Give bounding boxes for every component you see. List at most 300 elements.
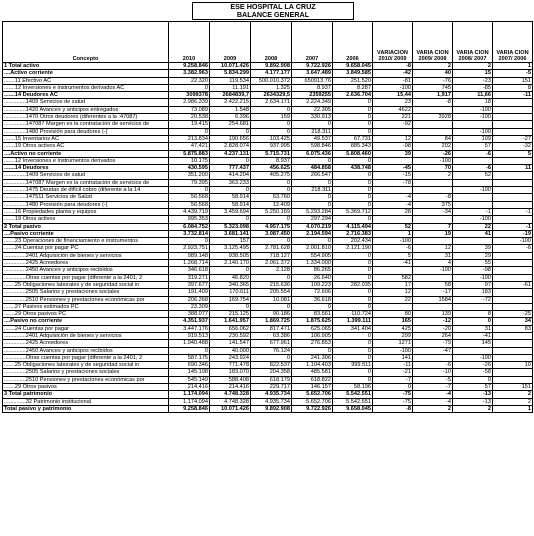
row-value: 22.320 <box>169 77 210 84</box>
row-value: 12.409 <box>251 201 292 208</box>
row-value: 151 <box>493 384 533 391</box>
row-value <box>453 179 493 186</box>
row-value: 885.343 <box>333 143 373 150</box>
row-value <box>493 332 533 339</box>
row-value: 22.305 <box>292 106 333 113</box>
row-label: ..............2510 Pensiones y prestaciones económicas por <box>3 376 169 383</box>
row-value: 49.537 <box>292 135 333 142</box>
row-value: -72 <box>453 296 493 303</box>
row-value: 1,917 <box>413 92 453 99</box>
row-value: 2.716.383 <box>333 230 373 237</box>
row-value: 72.606 <box>292 289 333 296</box>
row-value: 0 <box>333 157 373 164</box>
row-value: 229.717 <box>251 384 292 391</box>
row-value: 10 <box>493 362 533 369</box>
row-label: ..............2425 Acreedores <box>3 340 169 347</box>
row-value: 0 <box>210 157 251 164</box>
row-value: 677.961 <box>251 340 292 347</box>
row-value: 4.351.937 <box>169 318 210 325</box>
table-row <box>3 384 533 391</box>
table-row <box>3 260 533 267</box>
row-value: 23.309 <box>169 303 210 310</box>
table-row <box>3 289 533 296</box>
row-label: .......14 Deudores <box>3 165 169 172</box>
row-value: 46.820 <box>210 274 251 281</box>
row-value: 2359255 <box>292 92 333 99</box>
row-value: -78 <box>373 179 413 186</box>
row-label: ..............1480 Provisión para deudores (-) <box>3 201 169 208</box>
row-value: 141 <box>373 354 413 361</box>
row-value: 26.640 <box>292 274 333 281</box>
row-value: -19 <box>493 230 533 237</box>
row-value: 375 <box>413 201 453 208</box>
row-value: 0 <box>292 157 333 164</box>
row-value: 618.822 <box>292 376 333 383</box>
row-label: ..............1409 Servicios de salud <box>3 172 169 179</box>
row-value: 213.834 <box>169 135 210 142</box>
row-value: 214.416 <box>210 384 251 391</box>
row-value: -6 <box>413 362 453 369</box>
row-value <box>493 289 533 296</box>
row-value: 218.311 <box>292 187 333 194</box>
row-value: 0 <box>169 238 210 245</box>
row-value: 5.542.551 <box>333 391 373 398</box>
column-header-3: 2008 <box>251 22 292 63</box>
row-value: -1 <box>493 208 533 215</box>
row-value <box>453 194 493 201</box>
row-label: ..............147087 Margen es la contratación de servicios de <box>3 121 169 128</box>
row-value <box>493 376 533 383</box>
row-label: .......19 Otros activos <box>3 216 169 223</box>
row-value: 2.061.372 <box>251 260 292 267</box>
row-value: 2 <box>413 172 453 179</box>
row-value: 340.365 <box>210 281 251 288</box>
row-value: 2 <box>493 398 533 405</box>
row-value: 165 <box>373 318 413 325</box>
row-value: -98 <box>373 143 413 150</box>
table-row <box>3 143 533 150</box>
row-value: 221 <box>373 114 413 121</box>
column-header-5: 2006 <box>333 22 373 63</box>
table-row <box>3 311 533 318</box>
row-value: 11 <box>493 165 533 172</box>
row-value: 0 <box>333 201 373 208</box>
row-value: -100 <box>413 267 453 274</box>
row-label: ..............147087 Margen es la contratación de servicios de <box>3 179 169 186</box>
row-value: 588.408 <box>210 376 251 383</box>
row-value <box>453 121 493 128</box>
row-value: 5.875.883 <box>169 150 210 157</box>
row-value <box>493 99 533 106</box>
row-label: .......16 Propiedades planta y equipos <box>3 208 169 215</box>
row-value: -100 <box>453 187 493 194</box>
row-value: 2684839,7 <box>210 92 251 99</box>
row-value: 39 <box>453 245 493 252</box>
row-value: 0 <box>373 384 413 391</box>
row-label: ....Activo corriente <box>3 70 169 77</box>
row-value: -100 <box>453 128 493 135</box>
row-value: -7 <box>413 384 453 391</box>
row-value: -6 <box>493 245 533 252</box>
row-value: 6.075.436 <box>292 150 333 157</box>
row-label: .......29 Otros pasivos <box>3 384 169 391</box>
table-row <box>3 172 533 179</box>
row-value: 206.268 <box>169 296 210 303</box>
row-value <box>493 121 533 128</box>
table-row <box>3 296 533 303</box>
table-row <box>3 201 533 208</box>
row-value: 363.233 <box>210 179 251 186</box>
row-value: 2 <box>453 405 493 412</box>
row-value: 0 <box>333 187 373 194</box>
row-value: 0 <box>169 84 210 91</box>
row-value: 15 <box>453 70 493 77</box>
row-value: 937.995 <box>251 143 292 150</box>
row-value: 1.325 <box>251 84 292 91</box>
row-value: 57 <box>453 143 493 150</box>
row-value: 0 <box>169 347 210 354</box>
row-value: 86.265 <box>292 267 333 274</box>
row-value: -100 <box>453 216 493 223</box>
row-label: .......19 Otros activos AC <box>3 143 169 150</box>
row-value: 3.681.141 <box>210 230 251 237</box>
row-label: .......11 Efectivo AC <box>3 77 169 84</box>
row-value: 83 <box>493 325 533 332</box>
row-value: 214.416 <box>169 384 210 391</box>
row-value: 3.732.814 <box>169 230 210 237</box>
row-value: -100 <box>373 84 413 91</box>
row-value: 0 <box>292 194 333 201</box>
row-value: 79.395 <box>169 179 210 186</box>
row-label: ..............1420 Avances y anticipos entregados <box>3 106 169 113</box>
table-row <box>3 187 533 194</box>
row-value: 2.001.810 <box>292 245 333 252</box>
table-row <box>3 165 533 172</box>
row-value: 22 <box>373 296 413 303</box>
row-value: 2.634.171 <box>251 99 292 106</box>
row-value: 204.358 <box>251 369 292 376</box>
row-value: -4 <box>413 398 453 405</box>
table-row <box>3 405 533 412</box>
row-value: -17 <box>413 289 453 296</box>
row-value: 582 <box>373 274 413 281</box>
row-value: 0 <box>169 187 210 194</box>
row-value: 777.437 <box>210 165 251 172</box>
row-value: 2634329,5 <box>251 92 292 99</box>
row-value: 1.399.111 <box>333 318 373 325</box>
table-row <box>3 92 533 99</box>
row-value: 4.070.219 <box>292 223 333 230</box>
row-value: -1 <box>453 208 493 215</box>
column-header-6: VARIACION 2010/ 2009 <box>373 22 413 63</box>
row-value <box>493 194 533 201</box>
row-value: -6 <box>453 165 493 172</box>
row-value: 0 <box>333 99 373 106</box>
row-value: 484.858 <box>292 165 333 172</box>
row-value: 159 <box>251 114 292 121</box>
row-value: -85 <box>453 84 493 91</box>
row-value: 0 <box>453 318 493 325</box>
row-value: 425 <box>373 325 413 332</box>
row-value: 745 <box>413 84 453 91</box>
row-value: 7 <box>413 223 453 230</box>
row-value: 4.748.328 <box>210 391 251 398</box>
row-value: 0 <box>210 216 251 223</box>
row-value: 90.186 <box>251 311 292 318</box>
row-value <box>453 238 493 245</box>
row-value: -4 <box>413 391 453 398</box>
row-value: -15 <box>373 172 413 179</box>
row-value: 0 <box>169 128 210 135</box>
row-value: 63.760 <box>251 194 292 201</box>
table-row <box>3 70 533 77</box>
row-value: 40.000 <box>210 347 251 354</box>
row-value: -100 <box>493 238 533 245</box>
table-row <box>3 84 533 91</box>
row-value: 202.434 <box>333 238 373 245</box>
row-value: 690.346 <box>169 362 210 369</box>
row-value: 0 <box>333 303 373 310</box>
row-value: 0 <box>251 303 292 310</box>
row-value: 0 <box>210 267 251 274</box>
row-value: 119.534 <box>210 77 251 84</box>
row-value: 938.505 <box>210 252 251 259</box>
row-value: 0 <box>251 354 292 361</box>
row-value: 0 <box>333 376 373 383</box>
row-value: 151 <box>493 77 533 84</box>
row-value: 0 <box>292 201 333 208</box>
table-row <box>3 332 533 339</box>
row-value: 8 <box>453 311 493 318</box>
row-value <box>373 216 413 223</box>
row-value: 2.636.704 <box>333 92 373 99</box>
column-header-2: 2009 <box>210 22 251 63</box>
row-value: 9.722.926 <box>292 63 333 70</box>
row-value: -13 <box>453 391 493 398</box>
row-value: 1.104.403 <box>292 362 333 369</box>
row-value: 4.935.734 <box>251 398 292 405</box>
row-label: 3 Total patrimonio <box>3 391 169 398</box>
row-value <box>413 179 453 186</box>
table-row <box>3 128 533 135</box>
row-value: 2 <box>493 391 533 398</box>
row-value: 8.287 <box>333 84 373 91</box>
row-value: 12 <box>413 245 453 252</box>
row-value: 0 <box>251 128 292 135</box>
row-value: 31 <box>413 252 453 259</box>
row-value: -1 <box>493 223 533 230</box>
row-value <box>493 354 533 361</box>
row-value: 251.520 <box>333 77 373 84</box>
row-value: 40 <box>413 70 453 77</box>
balance-table <box>2 21 533 413</box>
row-value: 0 <box>333 194 373 201</box>
row-value <box>493 114 533 121</box>
row-value <box>413 106 453 113</box>
row-value: 554.905 <box>292 252 333 259</box>
header-row <box>3 22 533 63</box>
row-value: 41 <box>453 230 493 237</box>
row-value: 215.636 <box>251 281 292 288</box>
row-value: 2.140.170 <box>210 260 251 267</box>
row-value: 9.658.045 <box>333 63 373 70</box>
row-value <box>453 347 493 354</box>
row-value: 0 <box>333 274 373 281</box>
row-value: -6 <box>453 150 493 157</box>
row-value: 438.748 <box>333 165 373 172</box>
row-value: 4.935.734 <box>251 391 292 398</box>
row-value: 4.748.328 <box>210 398 251 405</box>
row-value: 76.124 <box>251 347 292 354</box>
row-value: 1 <box>373 230 413 237</box>
row-value: 58 <box>413 281 453 288</box>
row-value: 5.715.731 <box>251 150 292 157</box>
row-value: -34 <box>413 208 453 215</box>
row-value: 84 <box>413 135 453 142</box>
row-label: .......12 Inversiones e instrumentos derivados <box>3 157 169 164</box>
row-value: 19.415 <box>169 121 210 128</box>
row-value: 0 <box>333 128 373 135</box>
row-value: 0 <box>210 303 251 310</box>
row-value: 330.913 <box>292 114 333 121</box>
row-value: 5.652.706 <box>292 398 333 405</box>
table-row <box>3 106 533 113</box>
row-value <box>493 157 533 164</box>
row-value: 145 <box>453 340 493 347</box>
row-value: 8 <box>493 84 533 91</box>
row-value <box>413 187 453 194</box>
row-label: ..............2505 Salarios y prestaciones sociales <box>3 289 169 296</box>
row-label: .......23 Operaciones de financiamiento e instrumentos <box>3 238 169 245</box>
row-label: .......25 Obligaciones laborales y de seguridad social in <box>3 281 169 288</box>
row-value: 2 <box>413 63 453 70</box>
row-value: -11 <box>493 92 533 99</box>
row-value: 276.853 <box>292 340 333 347</box>
column-header-4: 2007 <box>292 22 333 63</box>
table-row <box>3 347 533 354</box>
row-value: 456.625 <box>251 165 292 172</box>
row-value: 83.561 <box>292 311 333 318</box>
table-row <box>3 274 533 281</box>
row-value: 202 <box>413 143 453 150</box>
table-row <box>3 267 533 274</box>
row-value <box>413 128 453 135</box>
row-value: 0 <box>333 216 373 223</box>
row-value: 4.237.131 <box>210 150 251 157</box>
document-title: ESE HOSPITAL LA CRUZ <box>230 2 316 11</box>
row-value: 4622 <box>373 106 413 113</box>
row-value: 36.618 <box>292 296 333 303</box>
row-value: 73.089 <box>169 106 210 113</box>
row-value: 63.386 <box>251 332 292 339</box>
row-label: ..............2450 Avances y anticipos recibidos <box>3 267 169 274</box>
row-value: 1.174.094 <box>169 391 210 398</box>
balance-sheet <box>2 2 532 413</box>
row-value: 8.937 <box>292 84 333 91</box>
row-value: 31 <box>453 325 493 332</box>
table-row <box>3 121 533 128</box>
row-value: -8 <box>373 405 413 412</box>
row-value: 650913.76 <box>292 77 333 84</box>
row-label: ..............2401 Adquisición de bienes y servicios <box>3 252 169 259</box>
row-value: 52 <box>453 172 493 179</box>
row-value: 0 <box>210 128 251 135</box>
row-value: -8 <box>373 63 413 70</box>
title-box <box>192 2 354 20</box>
row-value: 4.177.177 <box>251 70 292 77</box>
table-row <box>3 303 533 310</box>
row-value: 0 <box>251 179 292 186</box>
table-row <box>3 238 533 245</box>
row-value: 56.568 <box>169 201 210 208</box>
row-value: 5.652.706 <box>292 391 333 398</box>
row-value: 0 <box>210 187 251 194</box>
table-body <box>3 63 533 413</box>
row-value: 718.127 <box>251 252 292 259</box>
row-label: ....Pasivo corriente <box>3 230 169 237</box>
table-row <box>3 135 533 142</box>
column-header-1: 2010 <box>169 22 210 63</box>
row-value <box>373 303 413 310</box>
row-value: 2.781.628 <box>251 245 292 252</box>
row-value: 55 <box>453 260 493 267</box>
table-row <box>3 99 533 106</box>
row-value: 2.224.349 <box>292 99 333 106</box>
row-value: 110.724 <box>333 311 373 318</box>
row-value: 12 <box>373 135 413 142</box>
row-value: -25 <box>493 311 533 318</box>
row-value: -100 <box>373 347 413 354</box>
row-value: 11,66 <box>453 92 493 99</box>
row-value: 3.647.489 <box>292 70 333 77</box>
column-header-9: VARIA CION 2007/ 2006 <box>493 22 533 63</box>
row-value: 4.115.494 <box>333 223 373 230</box>
row-value: -41 <box>373 260 413 267</box>
row-value <box>413 274 453 281</box>
table-row <box>3 157 533 164</box>
row-value: 17 <box>373 281 413 288</box>
row-value: 0 <box>333 121 373 128</box>
row-value <box>493 252 533 259</box>
row-label: 2 Total pasivo <box>3 223 169 230</box>
row-value: -98 <box>453 267 493 274</box>
row-value: 52 <box>373 223 413 230</box>
row-value: 10.081 <box>251 296 292 303</box>
row-label: Total pasivo y patrimonio <box>3 405 169 412</box>
column-header-7: VARIA CION 2009/ 2008 <box>413 22 453 63</box>
row-value: 2.986.339 <box>169 99 210 106</box>
column-header-8: VARIA CION 2008/ 2007 <box>453 22 493 63</box>
row-label: .......25 Obligaciones laborales y de seguridad social in <box>3 362 169 369</box>
row-value: 106.905 <box>292 332 333 339</box>
row-value: 5.808.460 <box>333 150 373 157</box>
row-value: 625.065 <box>292 325 333 332</box>
row-value: 80 <box>373 311 413 318</box>
row-value <box>493 260 533 267</box>
row-value <box>493 106 533 113</box>
row-value: 4.439.719 <box>169 208 210 215</box>
row-label: .......14 Deudores AC <box>3 92 169 99</box>
row-value: -100 <box>453 354 493 361</box>
row-value: 1.174.094 <box>169 398 210 405</box>
row-value: 0 <box>292 238 333 245</box>
row-label: ..............147511 Servicios de Salud <box>3 194 169 201</box>
row-value <box>493 340 533 347</box>
row-value: 0 <box>333 179 373 186</box>
row-value <box>373 157 413 164</box>
row-value: 430.595 <box>169 165 210 172</box>
row-value: 243.924 <box>210 354 251 361</box>
